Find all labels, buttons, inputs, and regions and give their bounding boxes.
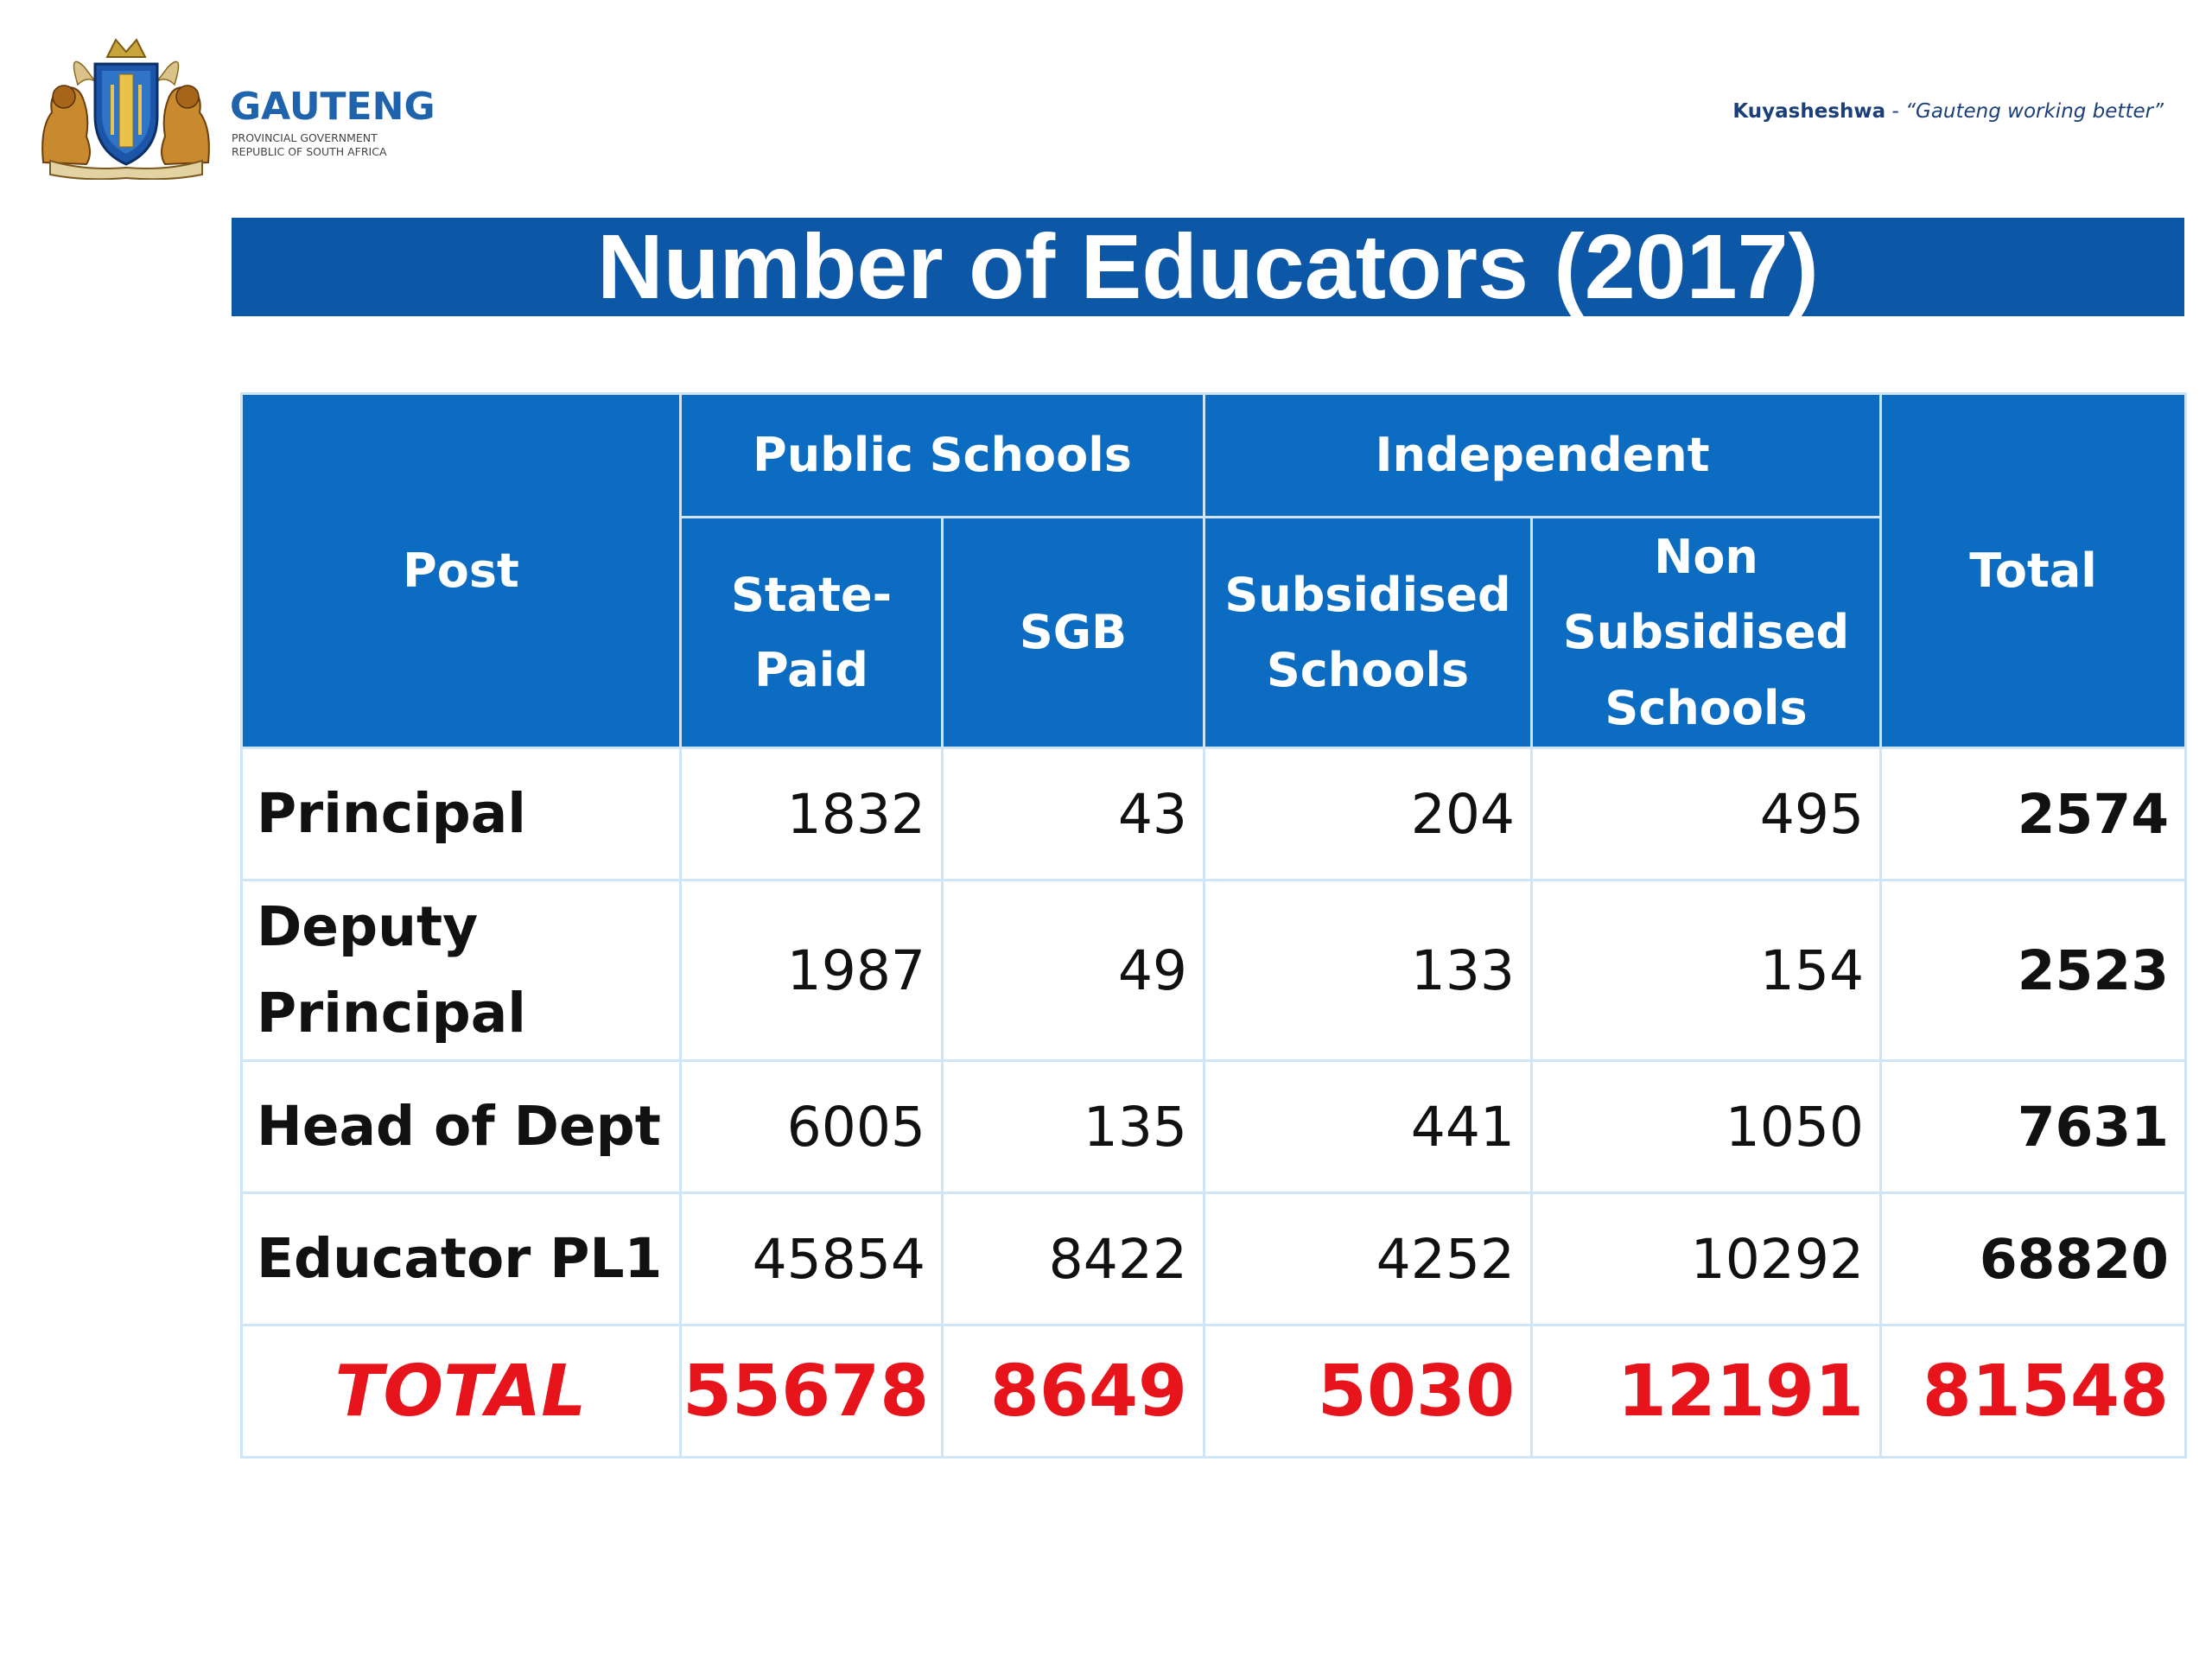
cell-post: Deputy Principal: [242, 880, 681, 1061]
cell-non-subsidised: 154: [1532, 880, 1881, 1061]
total-row: [242, 1325, 2186, 1458]
header-independent: Independent: [1205, 394, 1881, 518]
cell-total: 2574: [1881, 748, 2186, 880]
cell-post: Principal: [242, 748, 681, 880]
cell-state-paid: 6005: [681, 1061, 943, 1193]
tagline-italic: “Gauteng working better”: [1905, 100, 2164, 123]
header-post: Post: [242, 394, 681, 748]
cell-non-subsidised: 10292: [1532, 1193, 1881, 1325]
gauteng-logo: [33, 33, 435, 180]
table-row: [242, 1193, 2186, 1325]
header-public-schools: Public Schools: [681, 394, 1205, 518]
cell-total: 7631: [1881, 1061, 2186, 1193]
logo-wordmark: GAUTENG: [230, 85, 435, 129]
header-state-paid: State-Paid: [681, 518, 943, 748]
cell-subsidised: 204: [1205, 748, 1532, 880]
cell-sgb: 49: [943, 880, 1205, 1061]
tagline-bold: Kuyasheshwa: [1732, 100, 1886, 123]
logo-subtitle-line2: REPUBLIC OF SOUTH AFRICA: [232, 145, 387, 158]
tagline-separator: -: [1885, 100, 1906, 123]
tagline: [1732, 100, 2164, 123]
page-title: Number of Educators (2017): [597, 216, 1819, 318]
cell-post: Head of Dept: [242, 1061, 681, 1193]
cell-subsidised: 133: [1205, 880, 1532, 1061]
logo-subtitle-line1: PROVINCIAL GOVERNMENT: [232, 131, 378, 144]
header-row-top: [242, 394, 2186, 518]
cell-subsidised: 441: [1205, 1061, 1532, 1193]
header-non-subsidised: Non Subsidised Schools: [1532, 518, 1881, 748]
total-sgb: 8649: [943, 1325, 1205, 1458]
cell-non-subsidised: 1050: [1532, 1061, 1881, 1193]
cell-state-paid: 1832: [681, 748, 943, 880]
cell-non-subsidised: 495: [1532, 748, 1881, 880]
table-row: [242, 748, 2186, 880]
cell-post: Educator PL1: [242, 1193, 681, 1325]
cell-state-paid: 45854: [681, 1193, 943, 1325]
cell-total: 2523: [1881, 880, 2186, 1061]
total-subsidised: 5030: [1205, 1325, 1532, 1458]
total-non-subsidised: 12191: [1532, 1325, 1881, 1458]
cell-sgb: 135: [943, 1061, 1205, 1193]
total-state-paid: 55678: [681, 1325, 943, 1458]
total-label: TOTAL: [242, 1325, 681, 1458]
cell-subsidised: 4252: [1205, 1193, 1532, 1325]
header-sgb: SGB: [943, 518, 1205, 748]
table-row: [242, 1061, 2186, 1193]
total-grand: 81548: [1881, 1325, 2186, 1458]
cell-sgb: 43: [943, 748, 1205, 880]
header-total: Total: [1881, 394, 2186, 748]
cell-state-paid: 1987: [681, 880, 943, 1061]
header-subsidised: Subsidised Schools: [1205, 518, 1532, 748]
cell-total: 68820: [1881, 1193, 2186, 1325]
cell-sgb: 8422: [943, 1193, 1205, 1325]
table-row: [242, 880, 2186, 1061]
title-bar: [232, 218, 2184, 316]
educators-table: [240, 392, 2187, 1459]
coat-of-arms-icon: [33, 33, 219, 180]
